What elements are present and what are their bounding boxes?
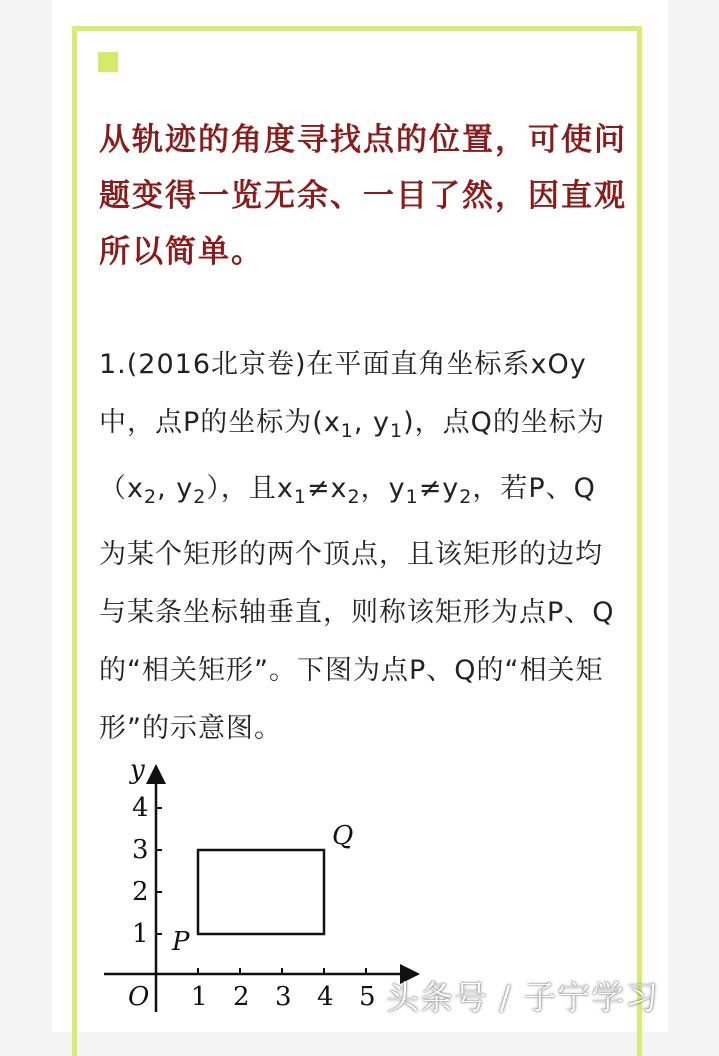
problem-text [99,336,619,758]
subscript: 1 [293,486,307,508]
point-q-label: Q [332,821,354,851]
coordinate-figure [98,752,428,1022]
problem-text-part: , y [353,407,391,438]
problem-text-part: ≠x [306,473,348,504]
subscript: 2 [143,486,158,508]
y-tick-label: 3 [132,835,149,865]
y-tick-label: 4 [132,793,149,823]
x-tick-label: 4 [317,982,334,1012]
x-tick-label: 3 [275,982,292,1012]
origin-label: O [128,982,150,1012]
subscript: 2 [193,486,207,508]
problem-text-part: 1.(2016北京卷)在平面直角坐标系xOy中，点P的坐标为(x [99,349,587,438]
point-p-label: P [172,927,190,957]
subscript: 1 [405,486,419,508]
problem-text-part: )，点Q的坐标为（x [99,407,605,504]
related-rectangle [198,850,324,934]
x-tick-label: 2 [233,982,250,1012]
y-tick-label: 2 [132,877,149,907]
subscript: 1 [340,420,354,442]
problem-text-part: , y [157,473,194,504]
x-tick-label: 5 [359,982,376,1012]
problem-text-part: ≠y [418,473,460,504]
subscript: 2 [459,486,473,508]
problem-text-part: ，若P、Q为某个矩形的两个顶点，且该矩形的边均与某条坐标轴垂直，则称该矩形为点P、Q的“相关矩形”。下图为点P、Q的“相关矩形”的示意图。 [99,473,615,744]
subscript: 2 [347,486,361,508]
watermark: 头条号 / 子宁学习 [386,978,660,1017]
problem-text-part: ，y [360,473,406,504]
y-tick-label: 1 [132,919,149,949]
headline: 从轨迹的角度寻找点的位置，可使问题变得一览无余、一目了然，因直观所以简单。 [99,122,627,270]
x-tick-label: 1 [191,982,208,1012]
subscript: 1 [390,420,404,442]
y-axis-label: y [130,755,145,785]
problem-text-part: ），且x [206,473,294,504]
section-marker-icon [98,52,118,72]
